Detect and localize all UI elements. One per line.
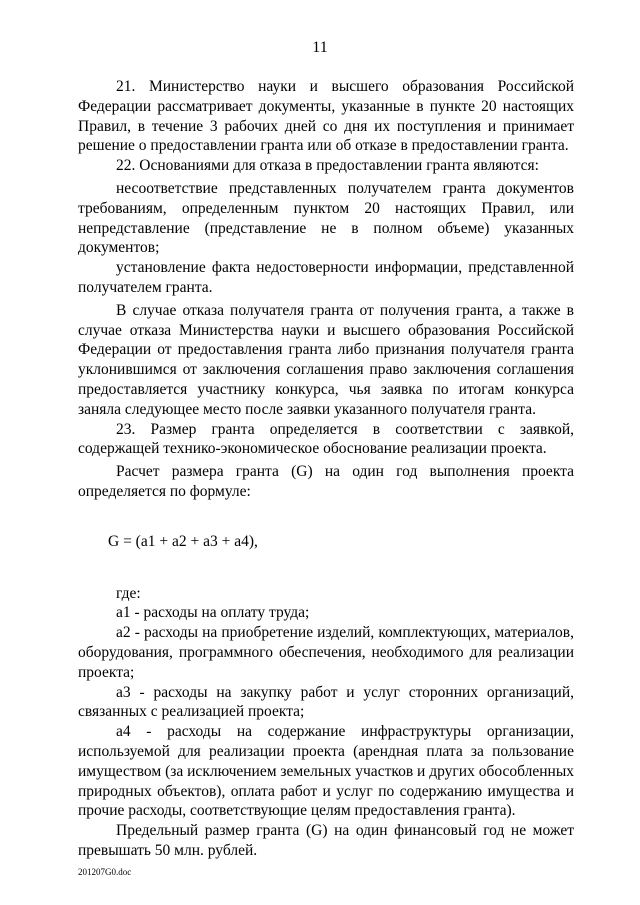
paragraph-22: 22. Основаниями для отказа в предоставлении гранта являются: bbox=[116, 157, 539, 175]
calculation-paragraph: Расчет размера гранта (G) на один год выполнения проекта определяется по формуле: bbox=[78, 463, 574, 500]
definition-a3: a3 - расходы на закупку работ и услуг сторонних организаций, связанных с реализацией проекта; bbox=[78, 683, 574, 721]
refusal-reason-1: несоответствие представленных получателем гранта документов требованиям, определенным пунктом 20 настоящих Правил, или непредставление (представление не в полном объеме) указанных документов; bbox=[78, 179, 574, 257]
footer-file-code: 201207G0.doc bbox=[78, 867, 132, 877]
refusal-case-paragraph: В случае отказа получателя гранта от получения гранта, а также в случае отказа Министерства науки и высшего образования Российской Федерации от предоставления гранта либо признания получателя гранта уклонившимся от заключения соглашения право заключения соглашения предоставляется участнику конкурса, чья заявка по итогам конкурса заняла следующее место после заявки указанного получателя гранта. bbox=[78, 301, 574, 418]
grant-formula: G = (a1 + a2 + a3 + a4), bbox=[108, 532, 258, 550]
definition-a4: a4 - расходы на содержание инфраструктуры организации, используемой для реализации проекта (арендная плата за пользование имуществом (за исключением земельных участков и других обособленных природных объектов), оплата работ и услуг по содержанию имущества и прочие расходы, соответствующие целям предоставления гранта). bbox=[78, 723, 574, 820]
refusal-reason-2: установление факта недостоверности информации, представленной получателем гранта. bbox=[78, 259, 574, 296]
page-number: 11 bbox=[312, 39, 328, 56]
definitions-intro: где: bbox=[116, 584, 141, 602]
definition-a2: a2 - расходы на приобретение изделий, комплектующих, материалов, оборудования, программного обеспечения, необходимого для реализации проекта; bbox=[78, 624, 574, 681]
grant-limit-paragraph: Предельный размер гранта (G) на один финансовый год не может превышать 50 млн. рублей. bbox=[78, 822, 574, 859]
document-body bbox=[78, 77, 574, 861]
definition-a1: a1 - расходы на оплату труда; bbox=[116, 604, 310, 622]
paragraph-23: 23. Размер гранта определяется в соответствии с заявкой, содержащей технико-экономическое обоснование реализации проекта. bbox=[78, 420, 574, 458]
paragraph-21: 21. Министерство науки и высшего образования Российской Федерации рассматривает документы, указанные в пункте 20 настоящих Правил, в течение 3 рабочих дней со дня их поступления и принимает решение о предоставлении гранта или об отказе в предоставлении гранта. bbox=[78, 78, 574, 155]
